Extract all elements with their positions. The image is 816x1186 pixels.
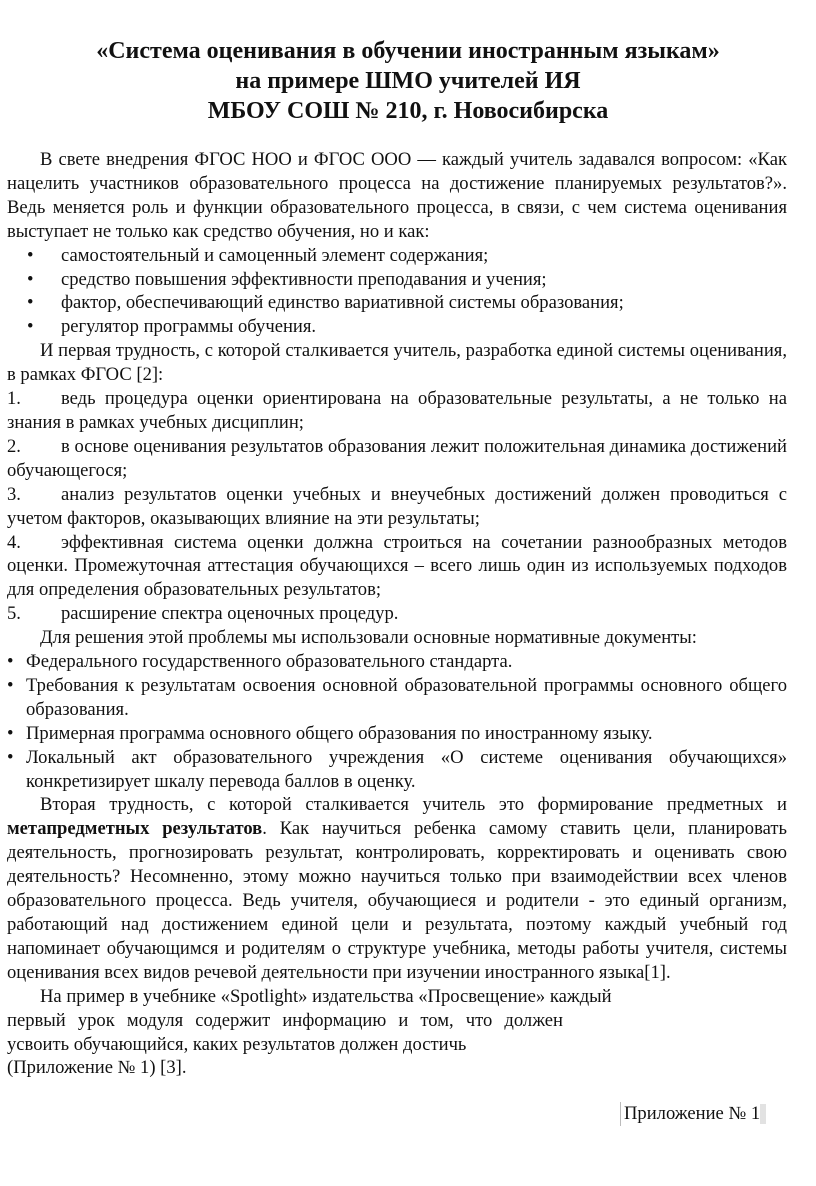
example-paragraph	[7, 985, 787, 1081]
numbered-item	[7, 602, 787, 626]
numbered-item	[7, 387, 787, 435]
item-text: в основе оценивания результатов образования лежит положительная динамика достижений обучающегося;	[7, 435, 787, 481]
item-text: расширение спектра оценочных процедур.	[61, 603, 399, 625]
list-item: • средство повышения эффективности преподавания и учения;	[7, 268, 787, 292]
numbered-list	[7, 387, 787, 626]
item-number: 4.	[7, 531, 21, 553]
item-number: 2.	[7, 435, 21, 457]
appendix-label: Приложение № 1	[620, 1102, 766, 1126]
item-number: 3.	[7, 483, 21, 505]
documents-list	[7, 650, 787, 793]
numbered-item	[7, 531, 787, 603]
document-title	[0, 36, 816, 126]
document-body	[7, 148, 787, 1080]
list-item: • Федерального государственного образовательного стандарта.	[7, 650, 787, 674]
title-line-1: «Система оценивания в обучении иностранным языкам»	[96, 38, 720, 64]
example-first-line: На пример в учебнике «Spotlight» издательства «Просвещение» каждый	[40, 985, 612, 1007]
item-number: 1.	[7, 388, 21, 410]
item-number: 5.	[7, 603, 21, 625]
item-text: ведь процедура оценки ориентирована на образовательные результаты, а не только на знания в рамках учебных дисциплин;	[7, 388, 787, 433]
list-item: • Примерная программа основного общего образования по иностранному языку.	[7, 722, 787, 746]
title-line-2: на примере ШМО учителей ИЯ	[235, 68, 581, 94]
example-ending: (Приложение № 1) [3].	[7, 1057, 187, 1079]
paragraph-text: Вторая трудность, с которой сталкивается учитель это формирование предметных и	[40, 794, 787, 816]
item-text: эффективная система оценки должна строиться на сочетании разнообразных методов оценки. Промежуточная аттестация обучающихся – всего лишь один из используемых подходов для определения образовательных результатов;	[7, 531, 787, 601]
list-item: • регулятор программы обучения.	[7, 315, 787, 339]
list-item: • Локальный акт образовательного учреждения «О системе оценивания обучающихся» конкретизирует шкалу перевода баллов в оценку.	[7, 746, 787, 794]
list-item: • самостоятельный и самоценный элемент содержания;	[7, 244, 787, 268]
bold-term: метапредметных результатов	[7, 818, 263, 840]
title-line-3: МБОУ СОШ № 210, г. Новосибирска	[207, 98, 609, 124]
roles-list	[7, 244, 787, 340]
first-difficulty-paragraph: И первая трудность, с которой сталкивается учитель, разработка единой системы оценивания, в рамках ФГОС [2]:	[7, 340, 787, 386]
paragraph-text: . Как научиться ребенка самому ставить цели, планировать деятельность, прогнозировать результат, контролировать, корректировать и оценивать свою деятельность? Несомненно, этому можно научиться только при взаимодействии всех членов образовательного процесса. Ведь учителя, обучающиеся и родители - это единый организм, работающий над достижением единой цели и результата, поэтому каждый учебный год напоминает обучающимся и родителям о структуре учебника, методы работы учителя, системы оценивания всех видов речевой деятельности при изучении иностранного языка[1].	[7, 818, 788, 983]
list-item: • фактор, обеспечивающий единство вариативной системы образования;	[7, 291, 787, 315]
numbered-item	[7, 483, 787, 531]
item-text: анализ результатов оценки учебных и внеучебных достижений должен проводиться с учетом факторов, оказывающих влияние на эти результаты;	[7, 483, 787, 529]
documents-intro-paragraph: Для решения этой проблемы мы использовали основные нормативные документы:	[40, 627, 697, 649]
numbered-item	[7, 435, 787, 483]
example-text: первый урок модуля содержит информацию и том, что должен усвоить обучающийся, каких результатов должен достичь	[7, 1009, 563, 1055]
intro-paragraph: В свете внедрения ФГОС НОО и ФГОС ООО — каждый учитель задавался вопросом: «Как нацелить участников образовательного процесса на достижение планируемых результатов?». Ведь меняется роль и функции образовательного процесса, в связи, с чем система оценивания выступает не только как средство обучения, но и как:	[7, 149, 787, 242]
second-difficulty-paragraph	[7, 793, 787, 984]
list-item: • Требования к результатам освоения основной образовательной программы основного общего образования.	[7, 674, 787, 722]
